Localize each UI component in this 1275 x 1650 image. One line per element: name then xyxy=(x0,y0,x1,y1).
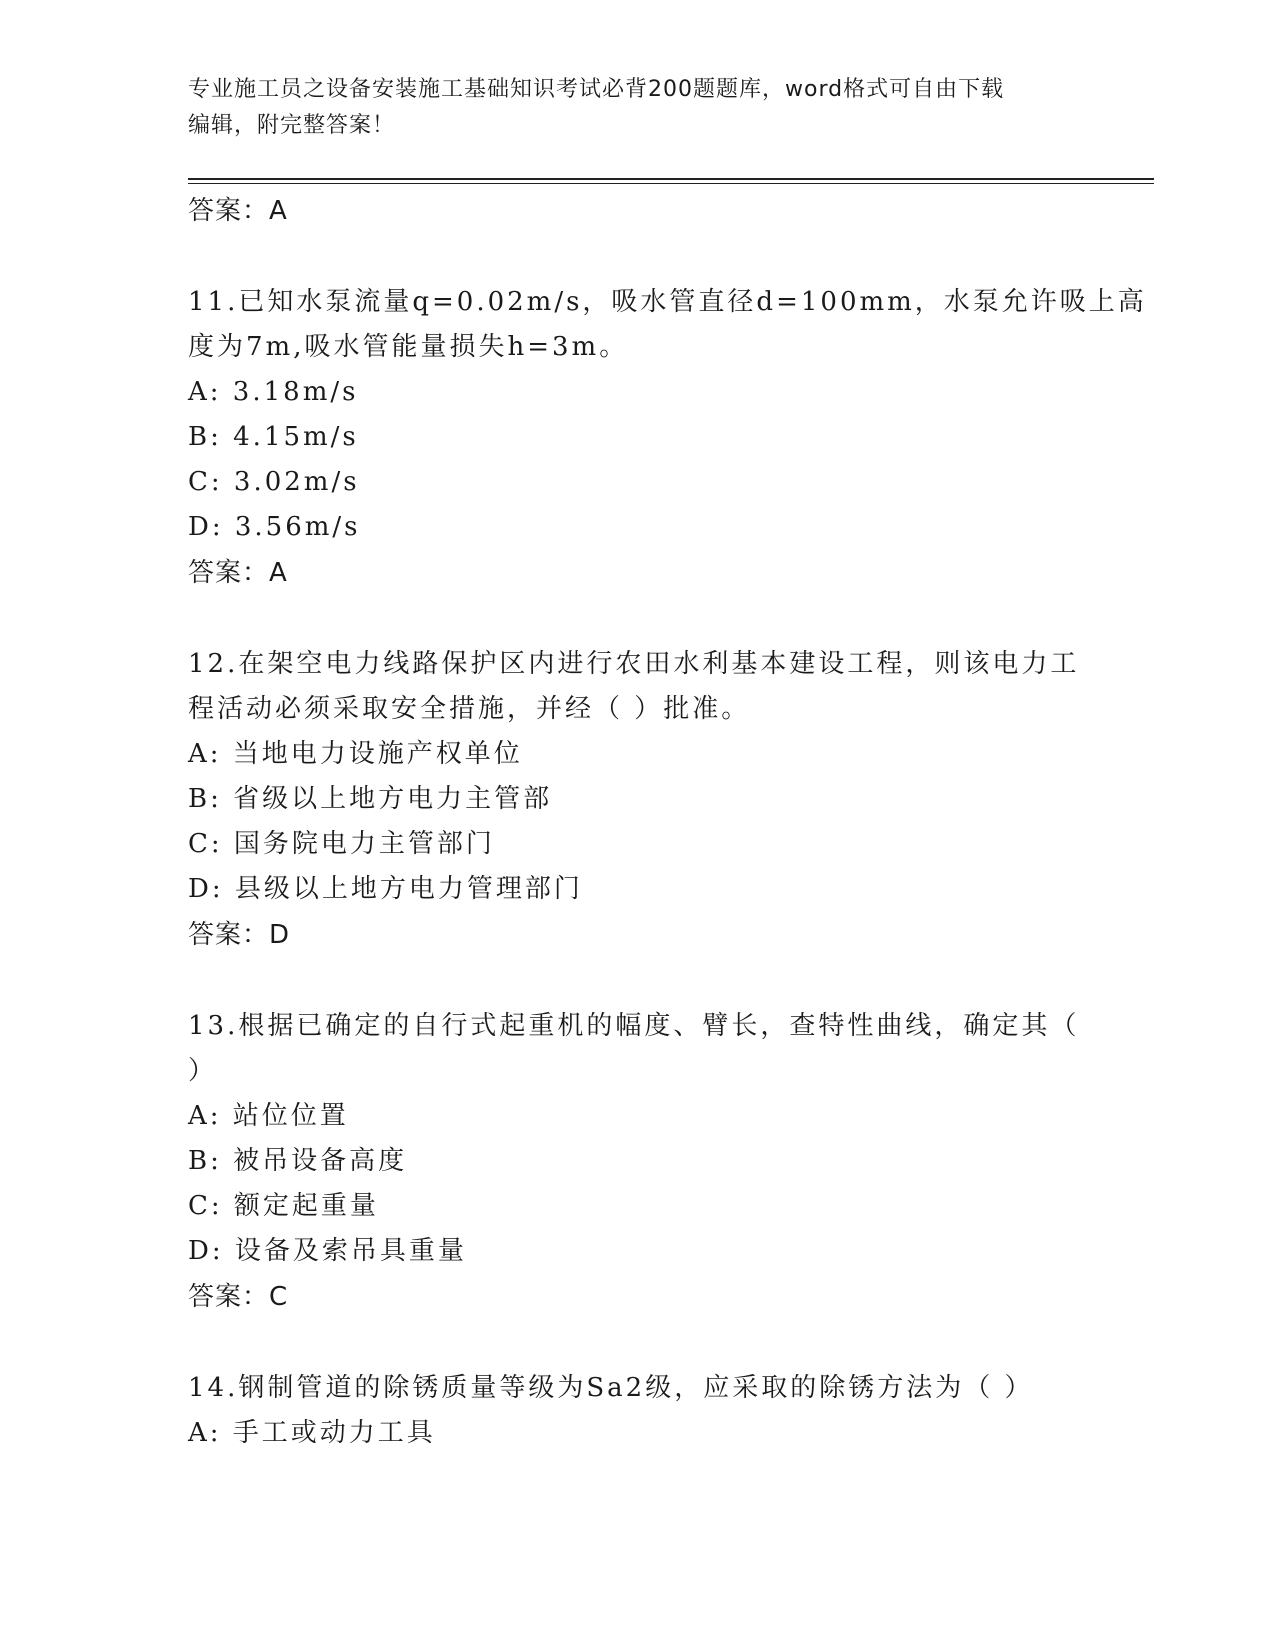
header-divider-thin xyxy=(188,183,1154,184)
answer-line: 答案：D xyxy=(188,920,291,950)
question-text-line: 12.在架空电力线路保护区内进行农田水利基本建设工程，则该电力工 xyxy=(188,649,1080,679)
option-c: C: 国务院电力主管部门 xyxy=(188,829,495,859)
document-header xyxy=(188,72,1078,144)
option-d: D: 县级以上地方电力管理部门 xyxy=(188,874,583,904)
option-a: A: 手工或动力工具 xyxy=(188,1418,436,1448)
question-text-line: 14.钢制管道的除锈质量等级为Sa2级，应采取的除锈方法为（ ） xyxy=(188,1373,1034,1403)
question-14 xyxy=(188,1366,1108,1456)
answer-line: 答案：A xyxy=(188,558,288,588)
option-d: D: 3.56m/s xyxy=(188,512,361,542)
question-12 xyxy=(188,642,1108,958)
option-c: C: 额定起重量 xyxy=(188,1191,379,1221)
answer-line: 答案：C xyxy=(188,1282,289,1312)
option-d: D: 设备及索吊具重量 xyxy=(188,1236,467,1266)
question-13 xyxy=(188,1004,1108,1320)
option-b: B: 被吊设备高度 xyxy=(188,1146,408,1176)
answer-line: 答案：A xyxy=(188,196,288,226)
question-11 xyxy=(188,280,1147,596)
question-text-line: 13.根据已确定的自行式起重机的幅度、臂长，查特性曲线，确定其（ xyxy=(188,1011,1080,1041)
question-text-line: ） xyxy=(188,1056,218,1086)
header-line-1: 专业施工员之设备安装施工基础知识考试必背200题题库，word格式可自由下载 xyxy=(188,77,1005,102)
option-c: C: 3.02m/s xyxy=(188,467,360,497)
option-a: A: 3.18m/s xyxy=(188,377,359,407)
header-line-2: 编辑，附完整答案！ xyxy=(188,113,396,138)
option-a: A: 当地电力设施产权单位 xyxy=(188,739,523,769)
option-b: B: 省级以上地方电力主管部 xyxy=(188,784,553,814)
question-text-line: 11.已知水泵流量q=0.02m/s，吸水管直径d=100mm，水泵允许吸上高 xyxy=(188,287,1147,317)
option-b: B: 4.15m/s xyxy=(188,422,359,452)
question-text-line: 度为7m,吸水管能量损失h=3m。 xyxy=(188,332,629,362)
question-text-line: 程活动必须采取安全措施，并经（ ）批准。 xyxy=(188,694,751,724)
document-content xyxy=(188,188,1147,1456)
header-divider-thick xyxy=(188,178,1154,180)
option-a: A: 站位位置 xyxy=(188,1101,349,1131)
